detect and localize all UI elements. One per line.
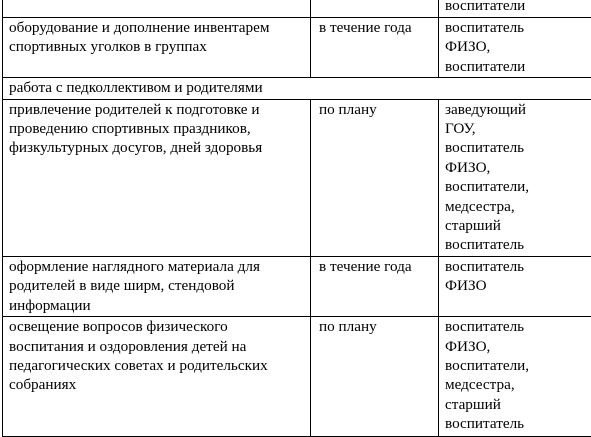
responsible-line: воспитатель xyxy=(445,317,590,336)
activity-cell xyxy=(3,99,311,256)
responsible-line: ФИЗО xyxy=(445,276,590,295)
responsible-line: старший xyxy=(445,216,590,235)
date-cell xyxy=(311,256,439,316)
table-row xyxy=(3,78,591,99)
responsible-cell xyxy=(439,317,591,437)
activity-line: физкультурных досугов, дней здоровья xyxy=(9,138,306,157)
date-line: по плану xyxy=(319,317,434,336)
responsible-line: ФИЗО, xyxy=(445,337,590,356)
activity-line: привлечение родителей к подготовке и xyxy=(9,100,306,119)
activity-cell xyxy=(3,18,311,78)
responsible-line: воспитатели, xyxy=(445,177,590,196)
activity-line: спортивных уголков в группах xyxy=(9,37,306,56)
responsible-line: воспитатель xyxy=(445,257,590,276)
responsible-line: медсестра, xyxy=(445,197,590,216)
date-line: в течение года xyxy=(319,257,434,276)
activity-line: собраниях xyxy=(9,375,306,394)
responsible-cell xyxy=(439,18,591,78)
activity-line: педагогических советах и родительских xyxy=(9,356,306,375)
responsible-line: ФИЗО, xyxy=(445,37,590,56)
date-cell xyxy=(311,317,439,437)
responsible-line: воспитатели xyxy=(445,57,590,76)
activity-cell xyxy=(3,317,311,437)
activity-plan-table xyxy=(2,0,591,437)
activity-line: освещение вопросов физического xyxy=(9,317,306,336)
date-line: по плану xyxy=(319,100,434,119)
date-line: в течение года xyxy=(319,18,434,37)
table-row xyxy=(3,317,591,437)
responsible-line: воспитатель xyxy=(445,18,590,37)
activity-line: оборудование и дополнение инвентарем xyxy=(9,18,306,37)
activity-cell xyxy=(3,256,311,316)
table-row xyxy=(3,256,591,316)
responsible-line: воспитатели xyxy=(445,0,590,15)
responsible-line: воспитатели, xyxy=(445,356,590,375)
activity-line: родителей в виде ширм, стендовой xyxy=(9,276,306,295)
activity-line: оформление наглядного материала для xyxy=(9,257,306,276)
table-body xyxy=(3,0,591,437)
responsible-line: старший xyxy=(445,395,590,414)
responsible-cell xyxy=(439,256,591,316)
activity-line: воспитания и оздоровления детей на xyxy=(9,337,306,356)
responsible-line: ГОУ, xyxy=(445,119,590,138)
activity-line: информации xyxy=(9,296,306,315)
section-header-cell xyxy=(3,78,591,99)
date-cell xyxy=(311,18,439,78)
date-cell xyxy=(311,0,439,18)
activity-cell xyxy=(3,0,311,18)
table-row xyxy=(3,0,591,18)
responsible-line: заведующий xyxy=(445,100,590,119)
responsible-line: воспитатель xyxy=(445,138,590,157)
responsible-line: воспитатель xyxy=(445,235,590,254)
table-row xyxy=(3,99,591,256)
responsible-line: ФИЗО, xyxy=(445,158,590,177)
responsible-line: медсестра, xyxy=(445,375,590,394)
responsible-cell xyxy=(439,99,591,256)
responsible-cell xyxy=(439,0,591,18)
section-header-text: работа с педколлективом и родителями xyxy=(9,78,590,97)
date-cell xyxy=(311,99,439,256)
responsible-line: воспитатель xyxy=(445,414,590,433)
activity-line: проведению спортивных праздников, xyxy=(9,119,306,138)
table-row xyxy=(3,18,591,78)
